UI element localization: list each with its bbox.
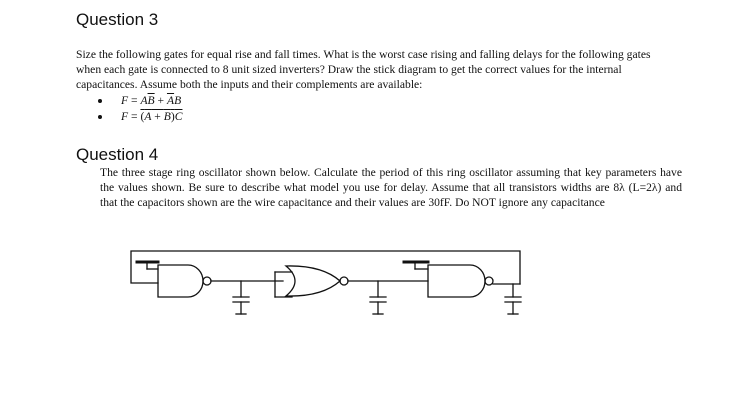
wire-capacitor-1	[233, 281, 249, 314]
feedback-wire	[131, 251, 520, 284]
wire-capacitor-3	[505, 284, 521, 314]
nor-gate-2	[275, 266, 348, 297]
function-1-equation: $F = A\overline{B} + \overline{A}B$	[121, 94, 182, 107]
question-3-text: Size the following gates for equal rise and fall times. What is the worst case rising and falling delays for the following gates when each gate is connected to 8 unit sized inverters? Draw the stick diagram to get the correct values for the internal capacitances. Assume both the inputs and their complements are available:	[76, 48, 651, 91]
nand-gate-1	[137, 262, 211, 297]
function-2-equation: $F = (A + B)\overline{C}$	[121, 110, 183, 123]
nand-gate-3	[404, 262, 493, 297]
inverter-bubble-1	[203, 277, 211, 285]
question-4-heading: Question 4	[76, 145, 159, 164]
inverter-bubble-2	[340, 277, 348, 285]
question-3-heading: Question 3	[76, 10, 159, 29]
wire-capacitor-2	[370, 281, 386, 314]
question-4-text: The three stage ring oscillator shown below. Calculate the period of this ring oscillator assuming that key parameters have the values shown. Be sure to describe what model you use for delay. Assume that all transistors widths are 8λ (L=2λ) and that the capacitors shown are the wire capacitance and their values are 30fF. Do NOT ignore any capacitance	[100, 166, 682, 209]
inverter-bubble-3	[485, 277, 493, 285]
